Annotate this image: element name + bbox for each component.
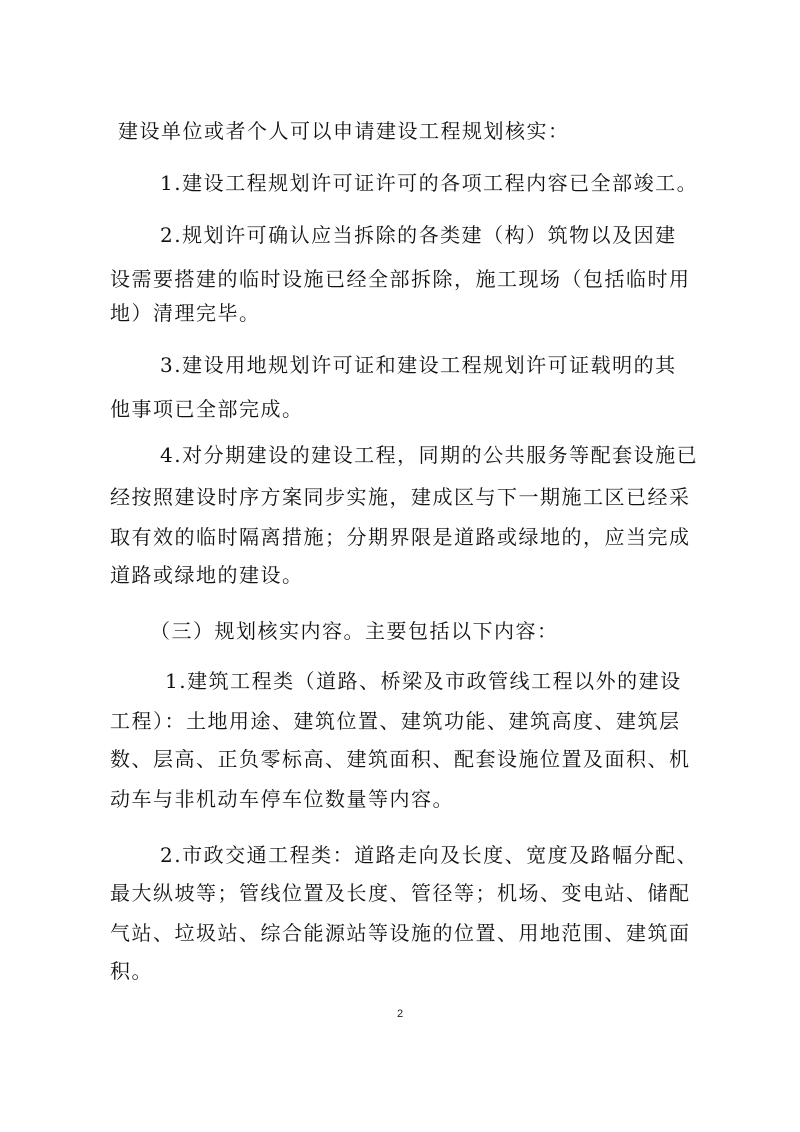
text-line: 设需要搭建的临时设施已经全部拆除，施工现场（包括临时用 bbox=[110, 267, 691, 291]
section-heading: （三）规划核实内容。主要包括以下内容： bbox=[150, 619, 559, 643]
page-number: 2 bbox=[396, 1008, 404, 1020]
text-line: 3.建设用地规划许可证和建设工程规划许可证载明的其 bbox=[160, 353, 677, 377]
text-line: 他事项已全部完成。 bbox=[110, 397, 304, 421]
text-line: 道路或绿地的建设。 bbox=[110, 563, 304, 587]
text-line: 1.建设工程规划许可证许可的各项工程内容已全部竣工。 bbox=[160, 171, 699, 195]
text-line: 4.对分期建设的建设工程，同期的公共服务等配套设施已 bbox=[160, 443, 699, 467]
text-line: 2.市政交通工程类：道路走向及长度、宽度及路幅分配、 bbox=[160, 843, 699, 867]
text-line: 2.规划许可确认应当拆除的各类建（构）筑物以及因建 bbox=[160, 223, 677, 247]
text-line: 1.建筑工程类（道路、桥梁及市政管线工程以外的建设 bbox=[165, 669, 682, 693]
text-line: 经按照建设时序方案同步实施，建成区与下一期施工区已经采 bbox=[110, 485, 691, 509]
text-line: 工程）：土地用途、建筑位置、建筑功能、建筑高度、建筑层 bbox=[110, 709, 681, 733]
text-line: 数、层高、正负零标高、建筑面积、配套设施位置及面积、机 bbox=[110, 747, 691, 771]
text-line: 动车与非机动车停车位数量等内容。 bbox=[110, 787, 454, 811]
text-line: 地）清理完毕。 bbox=[110, 301, 261, 325]
text-line: 积。 bbox=[110, 959, 153, 983]
text-line: 气站、垃圾站、综合能源站等设施的位置、用地范围、建筑面 bbox=[110, 921, 691, 945]
text-line: 建设单位或者个人可以申请建设工程规划核实： bbox=[118, 119, 570, 143]
text-line: 最大纵坡等；管线位置及长度、管径等；机场、变电站、储配 bbox=[110, 881, 691, 905]
text-line: 取有效的临时隔离措施；分期界限是道路或绿地的，应当完成 bbox=[110, 525, 691, 549]
